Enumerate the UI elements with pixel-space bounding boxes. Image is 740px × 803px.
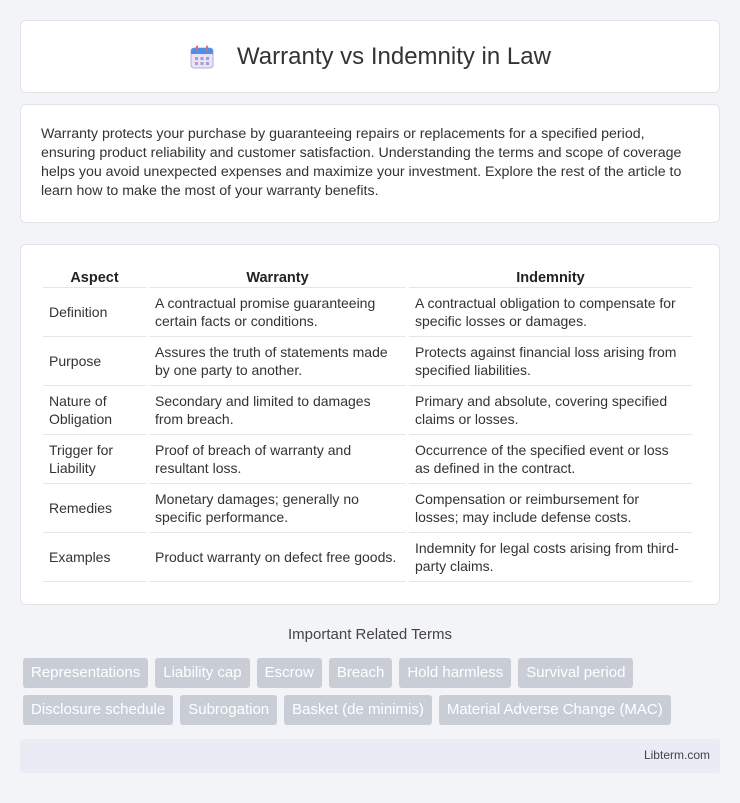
term-tag[interactable]: Escrow bbox=[257, 658, 322, 688]
cell-aspect: Examples bbox=[43, 533, 146, 582]
term-tag[interactable]: Disclosure schedule bbox=[23, 695, 173, 725]
cell-warranty: Product warranty on defect free goods. bbox=[149, 533, 406, 582]
header-card bbox=[20, 20, 720, 93]
footer bbox=[20, 739, 720, 773]
cell-aspect: Nature of Obligation bbox=[43, 386, 146, 435]
term-tag[interactable]: Representations bbox=[23, 658, 148, 688]
cell-indemnity: Compensation or reimbursement for losses; may include defense costs. bbox=[409, 484, 692, 533]
cell-indemnity: Occurrence of the specified event or loss as defined in the contract. bbox=[409, 435, 692, 484]
header bbox=[189, 43, 551, 71]
cell-aspect: Trigger for Liability bbox=[43, 435, 146, 484]
cell-warranty: Monetary damages; generally no specific performance. bbox=[149, 484, 406, 533]
term-tag[interactable]: Subrogation bbox=[180, 695, 277, 725]
cell-warranty: Assures the truth of statements made by one party to another. bbox=[149, 337, 406, 386]
term-tag[interactable]: Material Adverse Change (MAC) bbox=[439, 695, 671, 725]
cell-aspect: Remedies bbox=[43, 484, 146, 533]
term-tag[interactable]: Liability cap bbox=[155, 658, 249, 688]
related-terms-list bbox=[23, 658, 723, 725]
term-tag[interactable]: Survival period bbox=[518, 658, 633, 688]
term-tag[interactable]: Breach bbox=[329, 658, 393, 688]
footer-site-link[interactable]: Libterm.com bbox=[643, 748, 710, 762]
comparison-table bbox=[40, 265, 695, 582]
header-warranty: Warranty bbox=[149, 265, 406, 288]
cell-indemnity: A contractual obligation to compensate for specific losses or damages. bbox=[409, 288, 692, 337]
cell-warranty: Proof of breach of warranty and resultant loss. bbox=[149, 435, 406, 484]
term-tag[interactable]: Hold harmless bbox=[399, 658, 511, 688]
cell-aspect: Purpose bbox=[43, 337, 146, 386]
cell-indemnity: Primary and absolute, covering specified claims or losses. bbox=[409, 386, 692, 435]
intro-card bbox=[20, 104, 720, 223]
term-tag[interactable]: Basket (de minimis) bbox=[284, 695, 432, 725]
cell-indemnity: Indemnity for legal costs arising from third-party claims. bbox=[409, 533, 692, 582]
page-title: Warranty vs Indemnity in Law bbox=[237, 42, 551, 70]
related-terms-title: Important Related Terms bbox=[288, 626, 452, 643]
cell-warranty: Secondary and limited to damages from breach. bbox=[149, 386, 406, 435]
cell-warranty: A contractual promise guaranteeing certain facts or conditions. bbox=[149, 288, 406, 337]
table-header-row bbox=[43, 265, 692, 288]
table-row bbox=[43, 435, 692, 484]
cell-indemnity: Protects against financial loss arising from specified liabilities. bbox=[409, 337, 692, 386]
table-row bbox=[43, 386, 692, 435]
cell-aspect: Definition bbox=[43, 288, 146, 337]
intro-paragraph: Warranty protects your purchase by guaranteeing repairs or replacements for a specified period, ensuring product reliability and customer satisfaction. Understanding the terms and scope of coverage helps you avoid unexpected expenses and maximize your investment. Explore the rest of the article to learn how to make the most of your warranty benefits. bbox=[41, 126, 682, 199]
comparison-card bbox=[20, 244, 720, 605]
table-row bbox=[43, 533, 692, 582]
calendar-icon bbox=[189, 44, 215, 70]
header-indemnity: Indemnity bbox=[409, 265, 692, 288]
header-aspect: Aspect bbox=[43, 265, 146, 288]
table-row bbox=[43, 337, 692, 386]
table-row bbox=[43, 484, 692, 533]
table-row bbox=[43, 288, 692, 337]
